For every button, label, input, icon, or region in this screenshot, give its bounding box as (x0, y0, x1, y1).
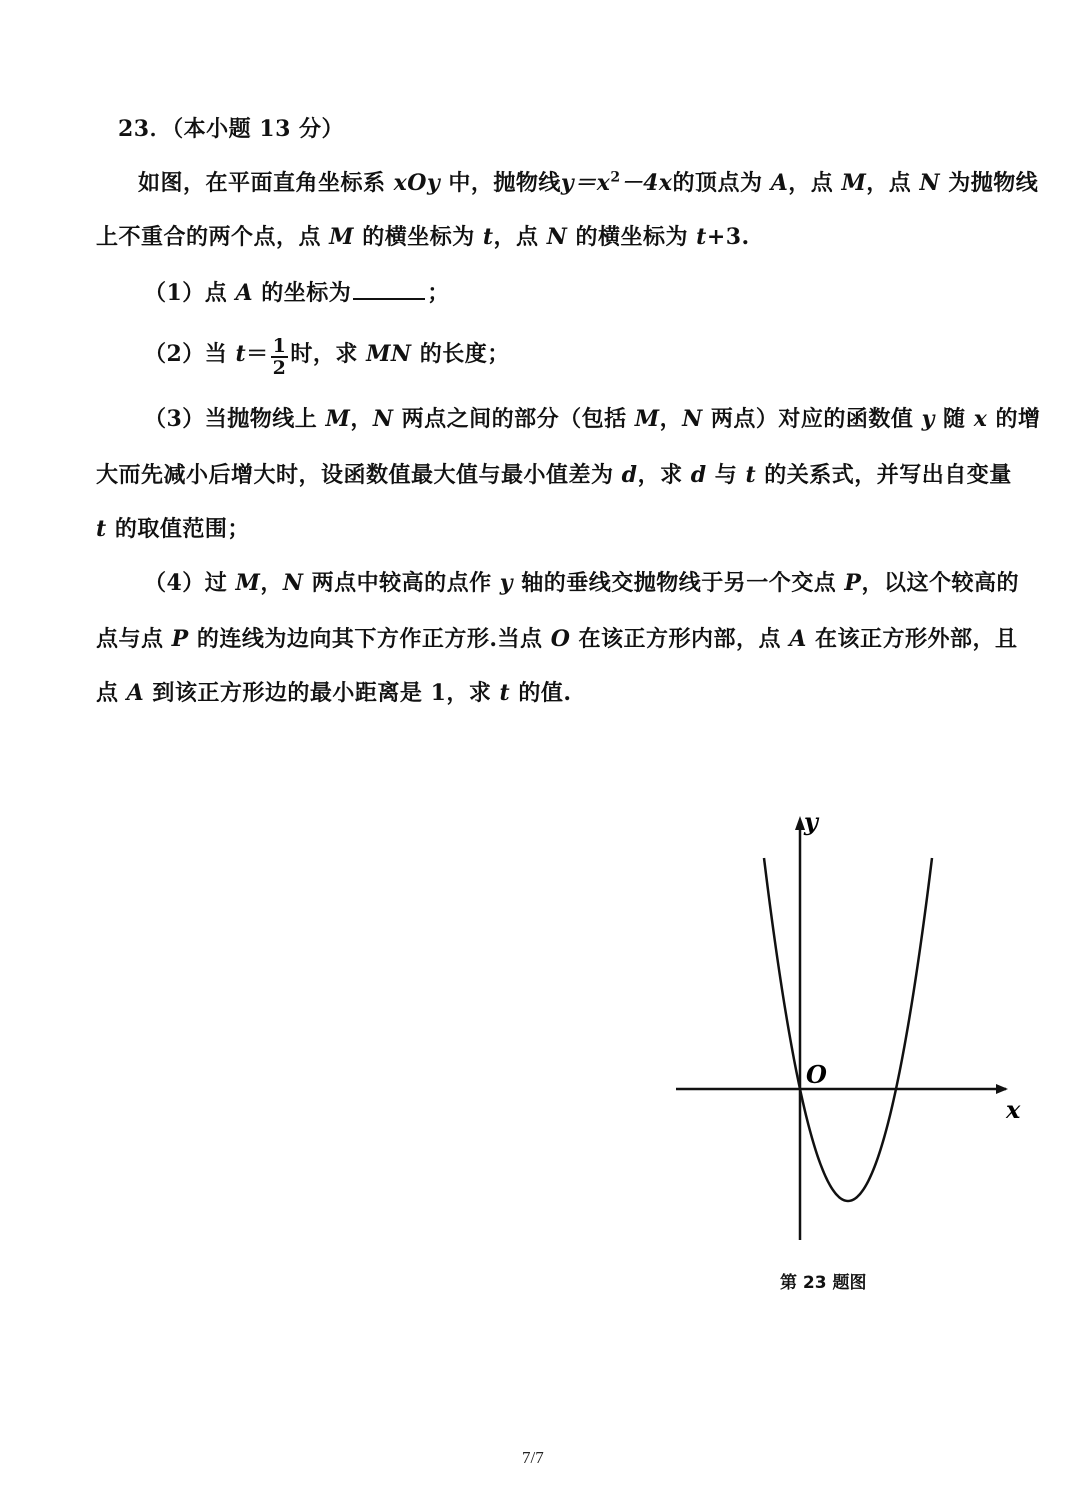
text: 点与点 (96, 626, 172, 652)
math-var: d (690, 462, 707, 488)
text: 上不重合的两个点，点 (96, 224, 330, 250)
text: （2）当 (144, 341, 236, 367)
text: 两点中较高的点作 (303, 570, 500, 596)
x-axis-arrow (996, 1084, 1008, 1094)
math-var: t (696, 224, 707, 250)
math-var: t (745, 462, 757, 488)
text: 的坐标为 (253, 280, 352, 306)
math-var: N (682, 406, 703, 432)
text: 的连线为边向其下方作正方形.当点 (188, 626, 551, 652)
header-text: 23．（本小题 13 分） (118, 116, 345, 142)
math-var: A (789, 626, 807, 652)
math-var: t (482, 224, 494, 250)
math-var: N (282, 570, 304, 596)
text: 的顶点为 (672, 170, 771, 196)
text: （1）点 (144, 280, 236, 306)
math-var: N (546, 224, 568, 250)
fraction-denominator: 2 (272, 357, 287, 379)
text: ， (659, 406, 683, 432)
math-var: M (841, 170, 867, 196)
math-var: N (372, 406, 394, 432)
text: 两点之间的部分（包括 (393, 406, 635, 432)
math-var: t (499, 680, 511, 706)
text: +3. (706, 224, 750, 250)
math-var: M (329, 224, 355, 250)
text: 大而先减小后增大时，设函数值最大值与最小值差为 (96, 462, 622, 488)
text: 的增 (987, 406, 1041, 432)
math-var: A (126, 680, 145, 706)
text: 的关系式，并写出自变量 (756, 462, 1012, 488)
text: 的值. (510, 680, 572, 706)
math-var: d (621, 462, 638, 488)
math-var: y (499, 570, 514, 596)
text: 如图，在平面直角坐标系 (138, 170, 394, 196)
text: 在该正方形内部，点 (570, 626, 790, 652)
math-var: A (235, 280, 254, 306)
math-var: P (171, 626, 189, 652)
text: 的长度； (411, 341, 510, 367)
math-var: N (919, 170, 941, 196)
math-var: M (634, 406, 660, 432)
text: 的横坐标为 (567, 224, 697, 250)
math-expr: －4x (620, 170, 673, 196)
math-var: O (550, 626, 571, 652)
text: 在该正方形外部，且 (806, 626, 1018, 652)
text: 中，抛物线 (440, 170, 561, 196)
text: ， (350, 406, 373, 432)
math-var: M (325, 406, 351, 432)
text: 的取值范围； (106, 516, 250, 542)
text: 的横坐标为 (354, 224, 483, 250)
text: 时，求 (290, 341, 367, 367)
math-expr: y＝x (560, 170, 611, 196)
text: （3）当抛物线上 (144, 406, 326, 432)
math-var: t (96, 516, 107, 542)
text: 与 (706, 462, 746, 488)
figure-caption: 第 23 题图 (780, 1273, 867, 1293)
text: 两点）对应的函数值 (702, 406, 922, 432)
page-number: 7/7 (522, 1448, 544, 1467)
math-var: y (921, 406, 935, 432)
parabola-curve (764, 858, 932, 1201)
y-axis-label: y (804, 807, 818, 836)
math-var: P (844, 570, 862, 596)
math-var: A (770, 170, 789, 196)
text: 轴的垂线交抛物线于另一个交点 (513, 570, 845, 596)
text: ，点 (866, 170, 920, 196)
text: ， (260, 570, 283, 596)
math-var: xOy (393, 170, 441, 196)
math-var: MN (366, 341, 412, 367)
text: ； (427, 280, 450, 306)
text: 到该正方形边的最小距离是 1，求 (144, 680, 500, 706)
text: 随 (934, 406, 974, 432)
exponent: 2 (610, 169, 621, 186)
x-axis-label: x (1006, 1095, 1021, 1124)
origin-label: O (806, 1060, 827, 1089)
fraction-numerator: 1 (272, 335, 287, 357)
text: ，点 (493, 224, 547, 250)
text: （4）过 (144, 570, 236, 596)
math-var: t (235, 341, 247, 367)
text: 为抛物线 (940, 170, 1039, 196)
text: ，以这个较高的 (861, 570, 1019, 596)
text: ，求 (637, 462, 691, 488)
text: ＝ (246, 341, 269, 367)
text: ，点 (788, 170, 842, 196)
math-var: x (973, 406, 988, 432)
math-var: M (235, 570, 261, 596)
text: 点 (96, 680, 127, 706)
